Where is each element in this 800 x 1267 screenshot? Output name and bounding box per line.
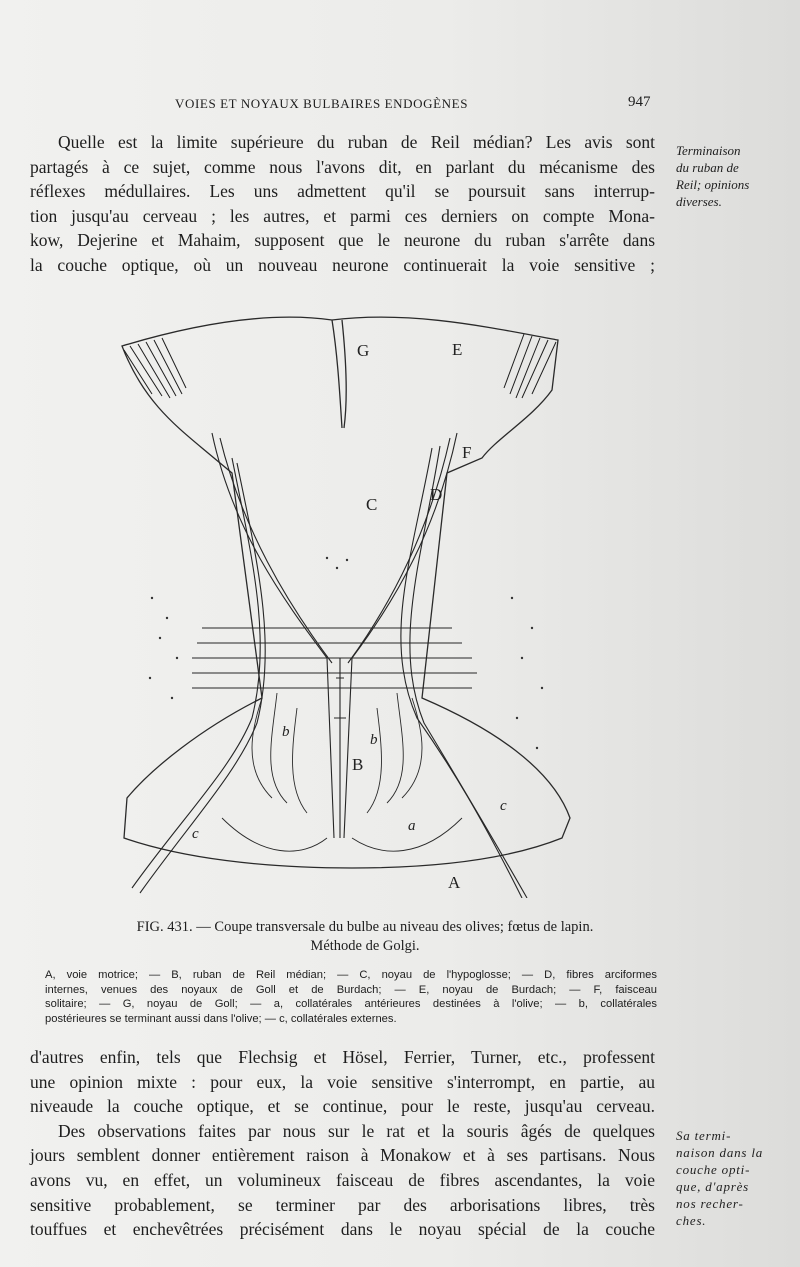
text-line: jours semblent donner entièrement raison à Monakow et à ses partisans. Nous [30, 1145, 655, 1166]
margin-note-termination-optic-layer [676, 1127, 788, 1229]
legend-line: solitaire; — G, noyau de Goll; — a, collatérales antérieures destinées à l'olive; — b, collatérales [45, 998, 657, 1010]
margin-note-line: Reil; opinions [676, 177, 750, 192]
text-line: avons vu, en effet, un volumineux faisceau de fibres ascendantes, la voie [30, 1169, 655, 1190]
figure-label-E: E [452, 340, 463, 359]
legend-line: A, voie motrice; — B, ruban de Reil médian; — C, noyau de l'hypoglosse; — D, fibres arciformes [45, 969, 657, 981]
text-line: une opinion mixte : pour eux, la voie sensitive s'interrompt, en partie, au [30, 1071, 655, 1092]
margin-note-line: que, d'après [676, 1179, 750, 1194]
running-header: VOIES ET NOYAUX BULBAIRES ENDOGÈNES [175, 96, 469, 111]
figure-caption [75, 918, 655, 956]
caption-method-line: Méthode de Golgi. [310, 938, 420, 954]
margin-note-line: du ruban de [676, 160, 739, 175]
figure-label-A: A [448, 873, 461, 892]
margin-note-line: Sa termi- [676, 1128, 732, 1143]
figure-431-illustration [112, 298, 574, 898]
margin-note-line: Terminaison [676, 143, 741, 158]
margin-note-line: nos recher- [676, 1196, 744, 1211]
dorsal-hatching [124, 334, 556, 398]
text-line: niveaude la couche optique, et se continue, pour le reste, jusqu'au cerveau. [30, 1096, 655, 1117]
text-line: réflexes médullaires. Les uns admettent qu'il se poursuit sans interrup- [30, 181, 655, 202]
paragraph-2 [30, 1045, 655, 1242]
paragraph-1 [30, 130, 655, 278]
margin-note-termination [676, 142, 788, 210]
text-line: la couche optique, où un nouveau neurone continuerait la voie sensitive ; [30, 254, 655, 275]
figure-label-c-right: c [500, 798, 507, 814]
figure-legend [45, 968, 657, 1026]
margin-note-line: naison dans la [676, 1145, 764, 1160]
figure-label-b-left: b [282, 724, 290, 740]
figure-label-c-left: c [192, 826, 199, 842]
text-line: partagés à ce sujet, comme nous l'avons dit, en parlant du mécanisme des [30, 156, 655, 177]
legend-line: internes, venues des noyaux de Goll et de Burdach; — E, noyau de Burdach; — F, faisceau [45, 983, 657, 996]
caption-line: FIG. 431. — Coupe transversale du bulbe au niveau des olives; fœtus de lapin. [136, 919, 594, 935]
figure-label-C: C [366, 495, 378, 514]
stippled-regions [149, 557, 543, 749]
margin-note-line: ches. [676, 1213, 707, 1228]
figure-label-F: F [462, 443, 472, 462]
text-line: touffues et enchevêtrées précisément dans le noyau spécial de la couche [30, 1219, 655, 1240]
margin-note-line: couche opti- [676, 1162, 751, 1177]
figure-label-D: D [430, 485, 443, 504]
text-line: tion jusqu'au cerveau ; les autres, et parmi ces derniers on compte Mona- [30, 205, 655, 226]
figure-label-G: G [357, 341, 370, 360]
figure-label-B: B [352, 755, 364, 774]
figure-label-b-right: b [370, 732, 378, 748]
text-line: Quelle est la limite supérieure du ruban de Reil médian? Les avis sont [58, 132, 655, 152]
text-line: kow, Dejerine et Mahaim, supposent que le neurone du ruban s'arrête dans [30, 230, 655, 251]
figure-label-a: a [408, 818, 416, 834]
text-line: sensitive probablement, se terminer par des arborisations libres, très [30, 1194, 655, 1215]
text-line: Des observations faites par nous sur le rat et la souris âgés de quelques [58, 1120, 655, 1141]
text-line: d'autres enfin, tels que Flechsig et Hösel, Ferrier, Turner, etc., professent [30, 1047, 655, 1067]
page-number: 947 [628, 94, 651, 110]
legend-line: postérieures se terminant aussi dans l'olive; — c, collatérales externes. [45, 1012, 397, 1025]
margin-note-line: diverses. [676, 194, 722, 209]
